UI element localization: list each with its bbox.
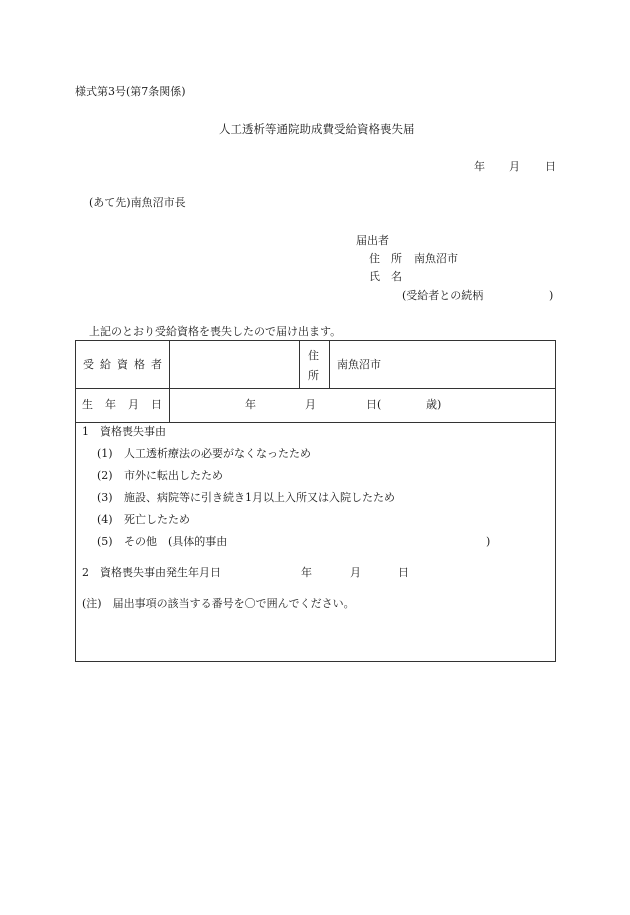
notifier-label: 届出者: [356, 234, 389, 247]
birth-label: 生年月日: [82, 398, 174, 411]
occur-month: 月: [350, 566, 361, 579]
notifier-relation-close: ): [549, 289, 554, 302]
note-text: (注) 届出事項の該当する番号を〇で囲んでください。: [82, 597, 355, 610]
recipient-label: 受給資格者: [83, 358, 168, 371]
occur-label: 2 資格喪失事由発生年月日: [82, 566, 221, 579]
col-divider-3: [329, 341, 330, 388]
notifier-address-value: 南魚沼市: [414, 252, 458, 265]
notifier-name-label: 氏 名: [369, 270, 402, 283]
col-divider-2: [299, 341, 300, 388]
date-month: 月: [509, 160, 520, 173]
birth-year: 年: [245, 398, 256, 411]
reason-num: (4): [97, 513, 113, 526]
notifier-relation: (受給者との続柄: [402, 289, 484, 302]
occur-day: 日: [398, 566, 409, 579]
date-day: 日: [545, 160, 556, 173]
table-address-label-1: 住: [308, 349, 319, 362]
reason-text: 市外に転出したため: [124, 469, 223, 482]
reason-heading: 1 資格喪失事由: [82, 425, 166, 438]
intro-text: 上記のとおり受給資格を喪失したので届け出ます。: [89, 325, 342, 338]
form-table: [75, 340, 556, 662]
other-close: ): [486, 535, 491, 548]
notifier-address-label: 住 所: [369, 252, 402, 265]
form-number: 様式第3号(第7条関係): [75, 85, 186, 98]
table-address-label-2: 所: [308, 369, 319, 382]
reason-num: (1): [97, 447, 113, 460]
form-title: 人工透析等通院助成費受給資格喪失届: [219, 122, 415, 136]
birth-day: 日(: [366, 398, 382, 411]
birth-age: 歳): [426, 398, 442, 411]
reason-text: その他 (具体的事由: [124, 535, 228, 548]
reason-text: 施設、病院等に引き続き1月以上入所又は入院したため: [124, 491, 395, 504]
reason-num: (2): [97, 469, 113, 482]
reason-num: (5): [97, 535, 113, 548]
date-year: 年: [474, 160, 485, 173]
reason-text: 人工透析療法の必要がなくなったため: [124, 447, 311, 460]
occur-year: 年: [301, 566, 312, 579]
birth-month: 月: [305, 398, 316, 411]
reason-text: 死亡したため: [124, 513, 190, 526]
table-address-value: 南魚沼市: [337, 358, 381, 371]
addressee: (あて先)南魚沼市長: [89, 196, 186, 209]
reason-num: (3): [97, 491, 113, 504]
